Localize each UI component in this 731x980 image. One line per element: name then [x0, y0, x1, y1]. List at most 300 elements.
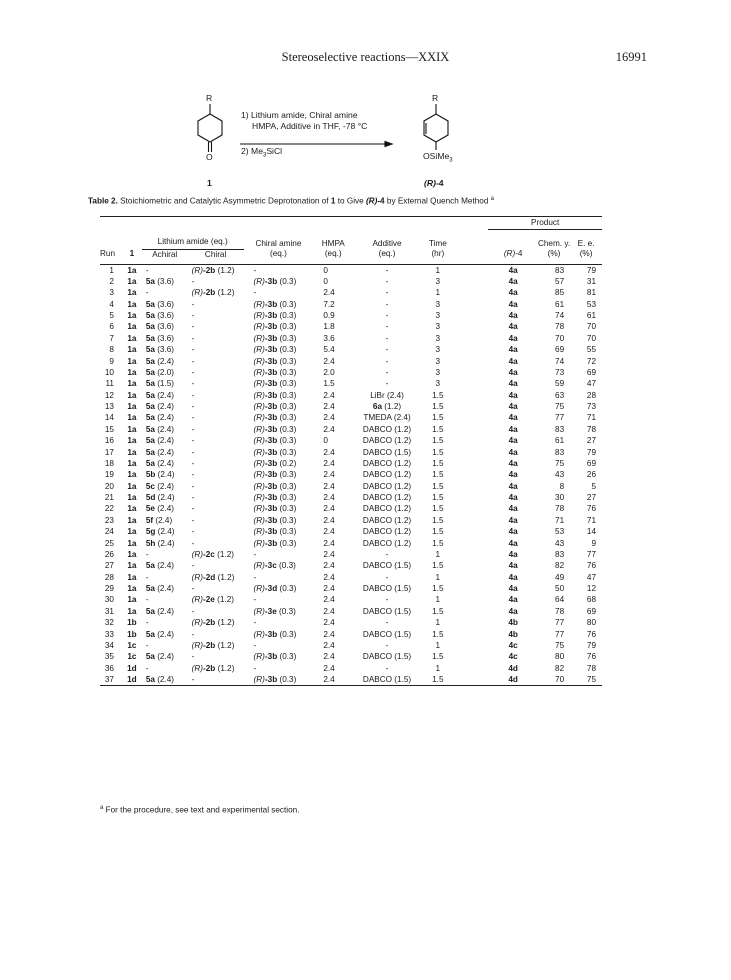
achiral-amide-cell: 5a (2.4): [145, 390, 175, 400]
ee-cell: 5: [591, 481, 596, 491]
chiral-amide-cell: -: [191, 515, 195, 525]
substrate-cell: 1a: [127, 367, 137, 377]
achiral-amide-cell: 5a (2.4): [145, 447, 175, 457]
chiral-amide-cell: -: [191, 356, 195, 366]
achiral-amide-cell: 5b (2.4): [145, 470, 175, 480]
chem-yield-cell: 85: [555, 288, 565, 298]
product-label: (R)-4: [424, 178, 444, 188]
chiral-amide-cell: (R)-2b (1.2): [191, 663, 235, 673]
substrate-cell: 1a: [127, 345, 137, 355]
chiral-amine-cell: (R)-3b (0.3): [253, 515, 297, 525]
table-row: [100, 424, 602, 435]
substrate-cell: 1a: [127, 436, 137, 446]
chem-yield-cell: 74: [555, 311, 565, 320]
spacer-cell: [455, 572, 489, 583]
start-substituent: R: [206, 93, 213, 103]
substrate-cell: 1a: [127, 379, 137, 389]
hmpa-cell: 2.4: [323, 561, 335, 571]
achiral-amide-cell: 5f (2.4): [145, 515, 173, 525]
run-cell: 9: [109, 356, 114, 366]
product-cell: 4a: [508, 549, 518, 559]
achiral-amide-cell: 5d (2.4): [145, 493, 175, 502]
product-cell: 4a: [508, 527, 518, 537]
spacer-cell: [455, 378, 489, 389]
hmpa-cell: 2.4: [323, 527, 335, 537]
ee-cell: 75: [586, 675, 596, 684]
run-cell: 13: [104, 402, 114, 411]
ee-cell: 79: [586, 265, 596, 275]
spacer-cell: [455, 640, 489, 651]
additive-cell: -: [385, 265, 389, 275]
run-cell: 14: [104, 413, 114, 423]
achiral-amide-cell: 5c (2.4): [145, 481, 175, 491]
run-cell: 37: [104, 675, 114, 684]
additive-cell: DABCO (1.5): [362, 447, 412, 457]
product-cell: 4a: [508, 356, 518, 366]
product-cell: 4a: [508, 436, 518, 446]
table-row: [100, 674, 602, 686]
run-cell: 20: [104, 481, 114, 491]
ee-cell: 71: [586, 413, 596, 423]
chiral-amide-cell: -: [191, 322, 195, 332]
spacer-cell: [455, 367, 489, 378]
chem-yield-cell: 61: [555, 436, 565, 446]
table-row: [100, 572, 602, 583]
hmpa-cell: 2.4: [323, 493, 335, 502]
chem-yield-cell: 71: [555, 515, 565, 525]
run-cell: 24: [104, 527, 114, 537]
run-cell: 32: [104, 618, 114, 628]
hmpa-cell: 2.4: [323, 470, 335, 480]
table-row: [100, 344, 602, 355]
product-cell: 4a: [508, 424, 518, 434]
run-cell: 17: [104, 447, 114, 457]
product-cell: 4a: [508, 515, 518, 525]
hmpa-cell: 0: [323, 436, 328, 446]
chiral-amide-cell: (R)-2c (1.2): [191, 549, 234, 559]
chiral-amine-unit: (eq.): [270, 249, 287, 259]
achiral-amide-cell: 5h (2.4): [145, 538, 175, 548]
chem-yield-cell: 75: [555, 640, 565, 650]
ee-cell: 28: [586, 390, 596, 400]
start-label: 1: [207, 178, 212, 188]
spacer-cell: [455, 663, 489, 674]
ee-cell: 53: [586, 299, 596, 309]
chem-yield-cell: 80: [555, 652, 565, 662]
additive-cell: -: [385, 356, 389, 366]
substrate-cell: 1a: [127, 276, 137, 286]
hmpa-cell: 2.4: [323, 458, 335, 468]
chem-yield-cell: 74: [555, 356, 565, 366]
chiral-amide-cell: -: [191, 481, 195, 491]
ee-cell: 80: [586, 618, 596, 628]
achiral-amide-cell: 5a (1.5): [145, 379, 175, 389]
time-cell: 3: [435, 333, 441, 343]
spacer-cell: [455, 469, 489, 480]
spacer-cell: [455, 287, 489, 298]
table-row: [100, 492, 602, 503]
substrate-cell: 1a: [127, 504, 137, 514]
time-cell: 1.5: [432, 390, 444, 400]
time-cell: 1: [435, 265, 441, 275]
time-cell: 3: [435, 322, 441, 332]
chem-yield-cell: 69: [555, 345, 565, 355]
run-cell: 23: [104, 515, 114, 525]
achiral-amide-cell: 5a (2.4): [145, 424, 175, 434]
product-cell: 4a: [508, 276, 518, 286]
chiral-amide-cell: -: [191, 458, 195, 468]
table-row: [100, 401, 602, 412]
time-cell: 1.5: [432, 675, 444, 684]
achiral-amide-cell: 5a (3.6): [145, 345, 175, 355]
step2-reagent: 2) $Me_3SiCl$: [241, 146, 283, 159]
substrate-cell: 1a: [127, 299, 137, 309]
chem-yield-cell: 64: [555, 595, 565, 605]
ee-cell: 76: [586, 652, 596, 662]
spacer-cell: [455, 390, 489, 401]
time-cell: 1.5: [432, 470, 444, 480]
chiral-amine-cell: (R)-3b (0.3): [253, 481, 297, 491]
chiral-amine-cell: (R)-3b (0.3): [253, 402, 297, 411]
time-cell: 3: [435, 311, 441, 320]
product-cell: 4a: [508, 470, 518, 480]
time-cell: 1.5: [432, 413, 444, 423]
product-cell: 4d: [508, 663, 518, 673]
additive-cell: DABCO (1.5): [362, 606, 412, 616]
chem-yield-cell: 78: [555, 322, 565, 332]
chiral-amine-cell: -: [253, 618, 257, 628]
run-header: Run: [100, 249, 116, 259]
additive-cell: DABCO (1.2): [362, 458, 412, 468]
additive-cell: -: [385, 595, 389, 605]
run-cell: 33: [104, 629, 114, 639]
ee-cell: 70: [586, 333, 596, 343]
chem-yield-cell: 43: [555, 538, 565, 548]
product-cell: 4a: [508, 458, 518, 468]
run-cell: 11: [105, 379, 114, 389]
table-row: [100, 560, 602, 571]
chiral-amide-cell: -: [191, 390, 195, 400]
time-unit: (hr): [431, 249, 445, 259]
chiral-amide-cell: -: [191, 606, 195, 616]
spacer-cell: [455, 560, 489, 571]
product-cell: 4a: [508, 333, 518, 343]
time-cell: 1: [435, 663, 441, 673]
spacer-cell: [455, 310, 489, 321]
chiral-amide-cell: (R)-2b (1.2): [191, 618, 235, 628]
chiral-amine-cell: (R)-3b (0.3): [253, 311, 297, 320]
spacer-cell: [455, 344, 489, 355]
additive-cell: DABCO (1.2): [362, 470, 412, 480]
chiral-amine-cell: (R)-3b (0.3): [253, 424, 297, 434]
chem-yield-cell: 50: [555, 584, 565, 593]
table-row: [100, 321, 602, 332]
spacer-cell: [455, 549, 489, 560]
additive-cell: -: [385, 549, 389, 559]
chiral-amide-cell: -: [191, 561, 195, 571]
achiral-amide-cell: 5g (2.4): [145, 527, 175, 537]
achiral-amide-cell: 5a (3.6): [145, 311, 175, 320]
run-cell: 8: [109, 345, 114, 355]
spacer-cell: [455, 356, 489, 367]
product-cell: 4a: [508, 322, 518, 332]
lithium-amide-header: Lithium amide (eq.): [157, 237, 228, 246]
ee-cell: 78: [586, 424, 596, 434]
chem-yield-cell: 70: [555, 675, 565, 684]
ee-cell: 61: [586, 311, 596, 320]
reaction-scheme-drawing: [0, 90, 731, 195]
ee-cell: 31: [586, 276, 596, 286]
chiral-amine-cell: (R)-3b (0.3): [253, 447, 297, 457]
reaction-scheme: [0, 90, 731, 195]
additive-cell: DABCO (1.5): [362, 629, 412, 639]
additive-cell: DABCO (1.2): [362, 424, 412, 434]
spacer-cell: [455, 299, 489, 310]
substrate-cell: 1c: [127, 640, 137, 650]
run-cell: 18: [104, 458, 114, 468]
achiral-amide-cell: 5a (2.4): [145, 675, 175, 684]
run-cell: 19: [104, 470, 114, 480]
ee-cell: 55: [586, 345, 596, 355]
chem-yield-cell: 77: [555, 618, 565, 628]
chem-yield-cell: 43: [555, 470, 565, 480]
spacer-cell: [455, 458, 489, 469]
achiral-amide-cell: 5a (3.6): [145, 276, 175, 286]
hmpa-cell: 2.0: [323, 367, 335, 377]
chiral-amide-cell: -: [191, 345, 195, 355]
chem-yield-cell: 57: [555, 276, 565, 286]
hmpa-cell: 2.4: [323, 538, 335, 548]
product-cell: 4a: [508, 481, 518, 491]
substrate-cell: 1a: [127, 481, 137, 491]
additive-cell: -: [385, 640, 389, 650]
table-row: [100, 526, 602, 537]
achiral-amide-cell: -: [145, 572, 149, 582]
chiral-amide-cell: -: [191, 447, 195, 457]
table-row: [100, 469, 602, 480]
chem-yield-cell: 61: [555, 299, 565, 309]
time-cell: 3: [435, 345, 441, 355]
chiral-amide-cell: (R)-2b (1.2): [191, 288, 235, 298]
additive-cell: DABCO (1.2): [362, 436, 412, 446]
hmpa-cell: 2.4: [323, 640, 335, 650]
product-cell: 4a: [508, 584, 518, 593]
time-cell: 1: [435, 640, 441, 650]
spacer-cell: [455, 435, 489, 446]
chiral-amine-cell: (R)-3b (0.3): [253, 356, 297, 366]
product-cell: 4b: [508, 618, 518, 628]
additive-cell: DABCO (1.2): [362, 538, 412, 548]
time-cell: 3: [435, 299, 441, 309]
substrate-cell: 1a: [127, 424, 137, 434]
hmpa-cell: 1.8: [323, 322, 335, 332]
additive-cell: -: [385, 367, 389, 377]
run-cell: 21: [104, 493, 114, 502]
substrate-header: 1: [129, 249, 135, 259]
table-row: [100, 276, 602, 287]
table-row: [100, 299, 602, 310]
chiral-amine-cell: (R)-3b (0.3): [253, 345, 297, 355]
table-row: [100, 435, 602, 446]
product-cell: 4a: [508, 572, 518, 582]
hmpa-cell: 7.2: [323, 299, 335, 309]
achiral-amide-cell: 5a (2.4): [145, 413, 175, 423]
chiral-amide-cell: -: [191, 367, 195, 377]
run-cell: 7: [109, 333, 114, 343]
run-cell: 10: [104, 367, 114, 377]
chiral-amine-cell: -: [253, 572, 257, 582]
product-cell: 4a: [508, 606, 518, 616]
achiral-amide-cell: 5a (2.0): [145, 367, 175, 377]
substrate-cell: 1b: [127, 618, 137, 628]
chiral-amine-cell: (R)-3b (0.3): [253, 390, 297, 400]
additive-cell: DABCO (1.2): [362, 527, 412, 537]
additive-unit: (eq.): [378, 249, 396, 259]
chiral-amine-cell: (R)-3b (0.3): [253, 413, 297, 423]
table-row: [100, 367, 602, 378]
achiral-amide-cell: 5a (2.4): [145, 458, 175, 468]
substrate-cell: 1a: [127, 402, 137, 411]
chiral-amine-cell: (R)-3b (0.3): [253, 276, 297, 286]
table-row: [100, 378, 602, 389]
ee-cell: 72: [586, 356, 596, 366]
ee-cell: 81: [586, 288, 596, 298]
time-cell: 1: [435, 595, 441, 605]
hmpa-cell: 5.4: [323, 345, 335, 355]
chiral-amide-cell: -: [191, 413, 195, 423]
chiral-amine-cell: (R)-3b (0.3): [253, 629, 297, 639]
table-row: [100, 606, 602, 617]
additive-header: Additive: [372, 238, 402, 248]
run-cell: 36: [104, 663, 114, 673]
table-caption: Table 2. Stoichiometric and Catalytic Asymmetric Deprotonation of 1 to Give (R)-4 by External Quench Method $^a$: [88, 196, 495, 206]
achiral-amide-cell: -: [145, 595, 149, 605]
table-body: [100, 264, 602, 686]
chiral-amide-cell: -: [191, 652, 195, 662]
ee-cell: 71: [586, 515, 596, 525]
achiral-amide-cell: -: [145, 640, 149, 650]
chem-yield-header: Chem. y.: [537, 239, 571, 248]
ee-header: E. e.: [577, 239, 595, 248]
ee-cell: 76: [586, 504, 596, 514]
product-cell: 4c: [508, 640, 518, 650]
achiral-amide-cell: 5a (3.6): [145, 333, 175, 343]
achiral-amide-cell: 5e (2.4): [145, 504, 175, 514]
chiral-amide-cell: -: [191, 276, 195, 286]
chiral-amine-cell: (R)-3d (0.3): [253, 584, 297, 593]
ee-cell: 9: [591, 538, 596, 548]
spacer-cell: [455, 276, 489, 287]
product-cell: 4a: [508, 447, 518, 457]
additive-cell: -: [385, 311, 389, 320]
achiral-amide-cell: -: [145, 265, 149, 275]
hmpa-cell: 2.4: [323, 606, 335, 616]
hmpa-cell: 2.4: [323, 549, 335, 559]
spacer-cell: [455, 264, 489, 276]
chiral-amine-cell: -: [253, 288, 257, 298]
hmpa-cell: 2.4: [323, 572, 335, 582]
hmpa-cell: 2.4: [323, 629, 335, 639]
run-cell: 29: [104, 584, 114, 593]
step1-line1: 1) Lithium amide, Chiral amine: [241, 110, 358, 120]
run-cell: 34: [104, 640, 114, 650]
ee-cell: 77: [586, 549, 596, 559]
achiral-amide-cell: 5a (3.6): [145, 322, 175, 332]
chiral-amide-cell: -: [191, 493, 195, 502]
chiral-amine-cell: (R)-3b (0.3): [253, 493, 297, 502]
chiral-amide-cell: -: [191, 436, 195, 446]
ee-cell: 69: [586, 606, 596, 616]
table-row: [100, 594, 602, 605]
hmpa-cell: 2.4: [323, 288, 335, 298]
additive-cell: -: [385, 379, 389, 389]
spacer-cell: [455, 412, 489, 423]
chem-yield-cell: 53: [555, 527, 565, 537]
chem-yield-cell: 83: [555, 549, 565, 559]
table-row: [100, 458, 602, 469]
time-cell: 1.5: [432, 481, 444, 491]
chem-yield-cell: 75: [555, 458, 565, 468]
run-cell: 4: [109, 299, 114, 309]
chiral-amine-cell: -: [253, 595, 257, 605]
additive-cell: DABCO (1.2): [362, 504, 412, 514]
chem-yield-cell: 70: [555, 333, 565, 343]
substrate-cell: 1a: [127, 470, 137, 480]
product-cell: 4a: [508, 402, 518, 411]
chiral-amide-cell: (R)-2d (1.2): [191, 572, 235, 582]
substrate-cell: 1a: [127, 288, 137, 298]
hmpa-cell: 2.4: [323, 675, 335, 684]
ee-unit: (%): [579, 249, 593, 259]
product-cell: 4a: [508, 493, 518, 502]
additive-cell: -: [385, 333, 389, 343]
chem-yield-cell: 78: [555, 606, 565, 616]
time-cell: 1.5: [432, 527, 444, 537]
additive-cell: -: [385, 663, 389, 673]
chem-yield-cell: 8: [559, 481, 565, 491]
run-cell: 22: [104, 504, 114, 514]
header-row-2: [100, 230, 602, 250]
chiral-amide-cell: -: [191, 538, 195, 548]
achiral-header: Achiral: [142, 249, 188, 264]
substrate-cell: 1c: [127, 652, 137, 662]
achiral-amide-cell: 5a (2.4): [145, 629, 175, 639]
table-row: [100, 356, 602, 367]
chiral-amide-cell: -: [191, 311, 195, 320]
table-row: [100, 310, 602, 321]
chiral-amide-cell: -: [191, 629, 195, 639]
step1-line2: HMPA, Additive in THF, -78 °C: [252, 121, 368, 131]
run-cell: 1: [109, 265, 114, 275]
time-cell: 1.5: [432, 606, 444, 616]
ee-cell: 14: [586, 527, 596, 537]
chem-yield-cell: 30: [555, 493, 565, 502]
chem-yield-cell: 82: [555, 561, 565, 571]
ee-cell: 78: [586, 663, 596, 673]
chiral-amine-cell: (R)-3b (0.3): [253, 538, 297, 548]
time-cell: 3: [435, 379, 441, 389]
substrate-cell: 1a: [127, 515, 137, 525]
time-cell: 3: [435, 276, 441, 286]
achiral-amide-cell: 5a (2.4): [145, 606, 175, 616]
chiral-amine-cell: (R)-3b (0.3): [253, 652, 297, 662]
substrate-cell: 1a: [127, 572, 137, 582]
hmpa-cell: 2.4: [323, 618, 335, 628]
ee-cell: 70: [586, 322, 596, 332]
spacer-cell: [455, 606, 489, 617]
page-number: 16991: [615, 50, 647, 64]
ee-cell: 47: [586, 379, 596, 389]
